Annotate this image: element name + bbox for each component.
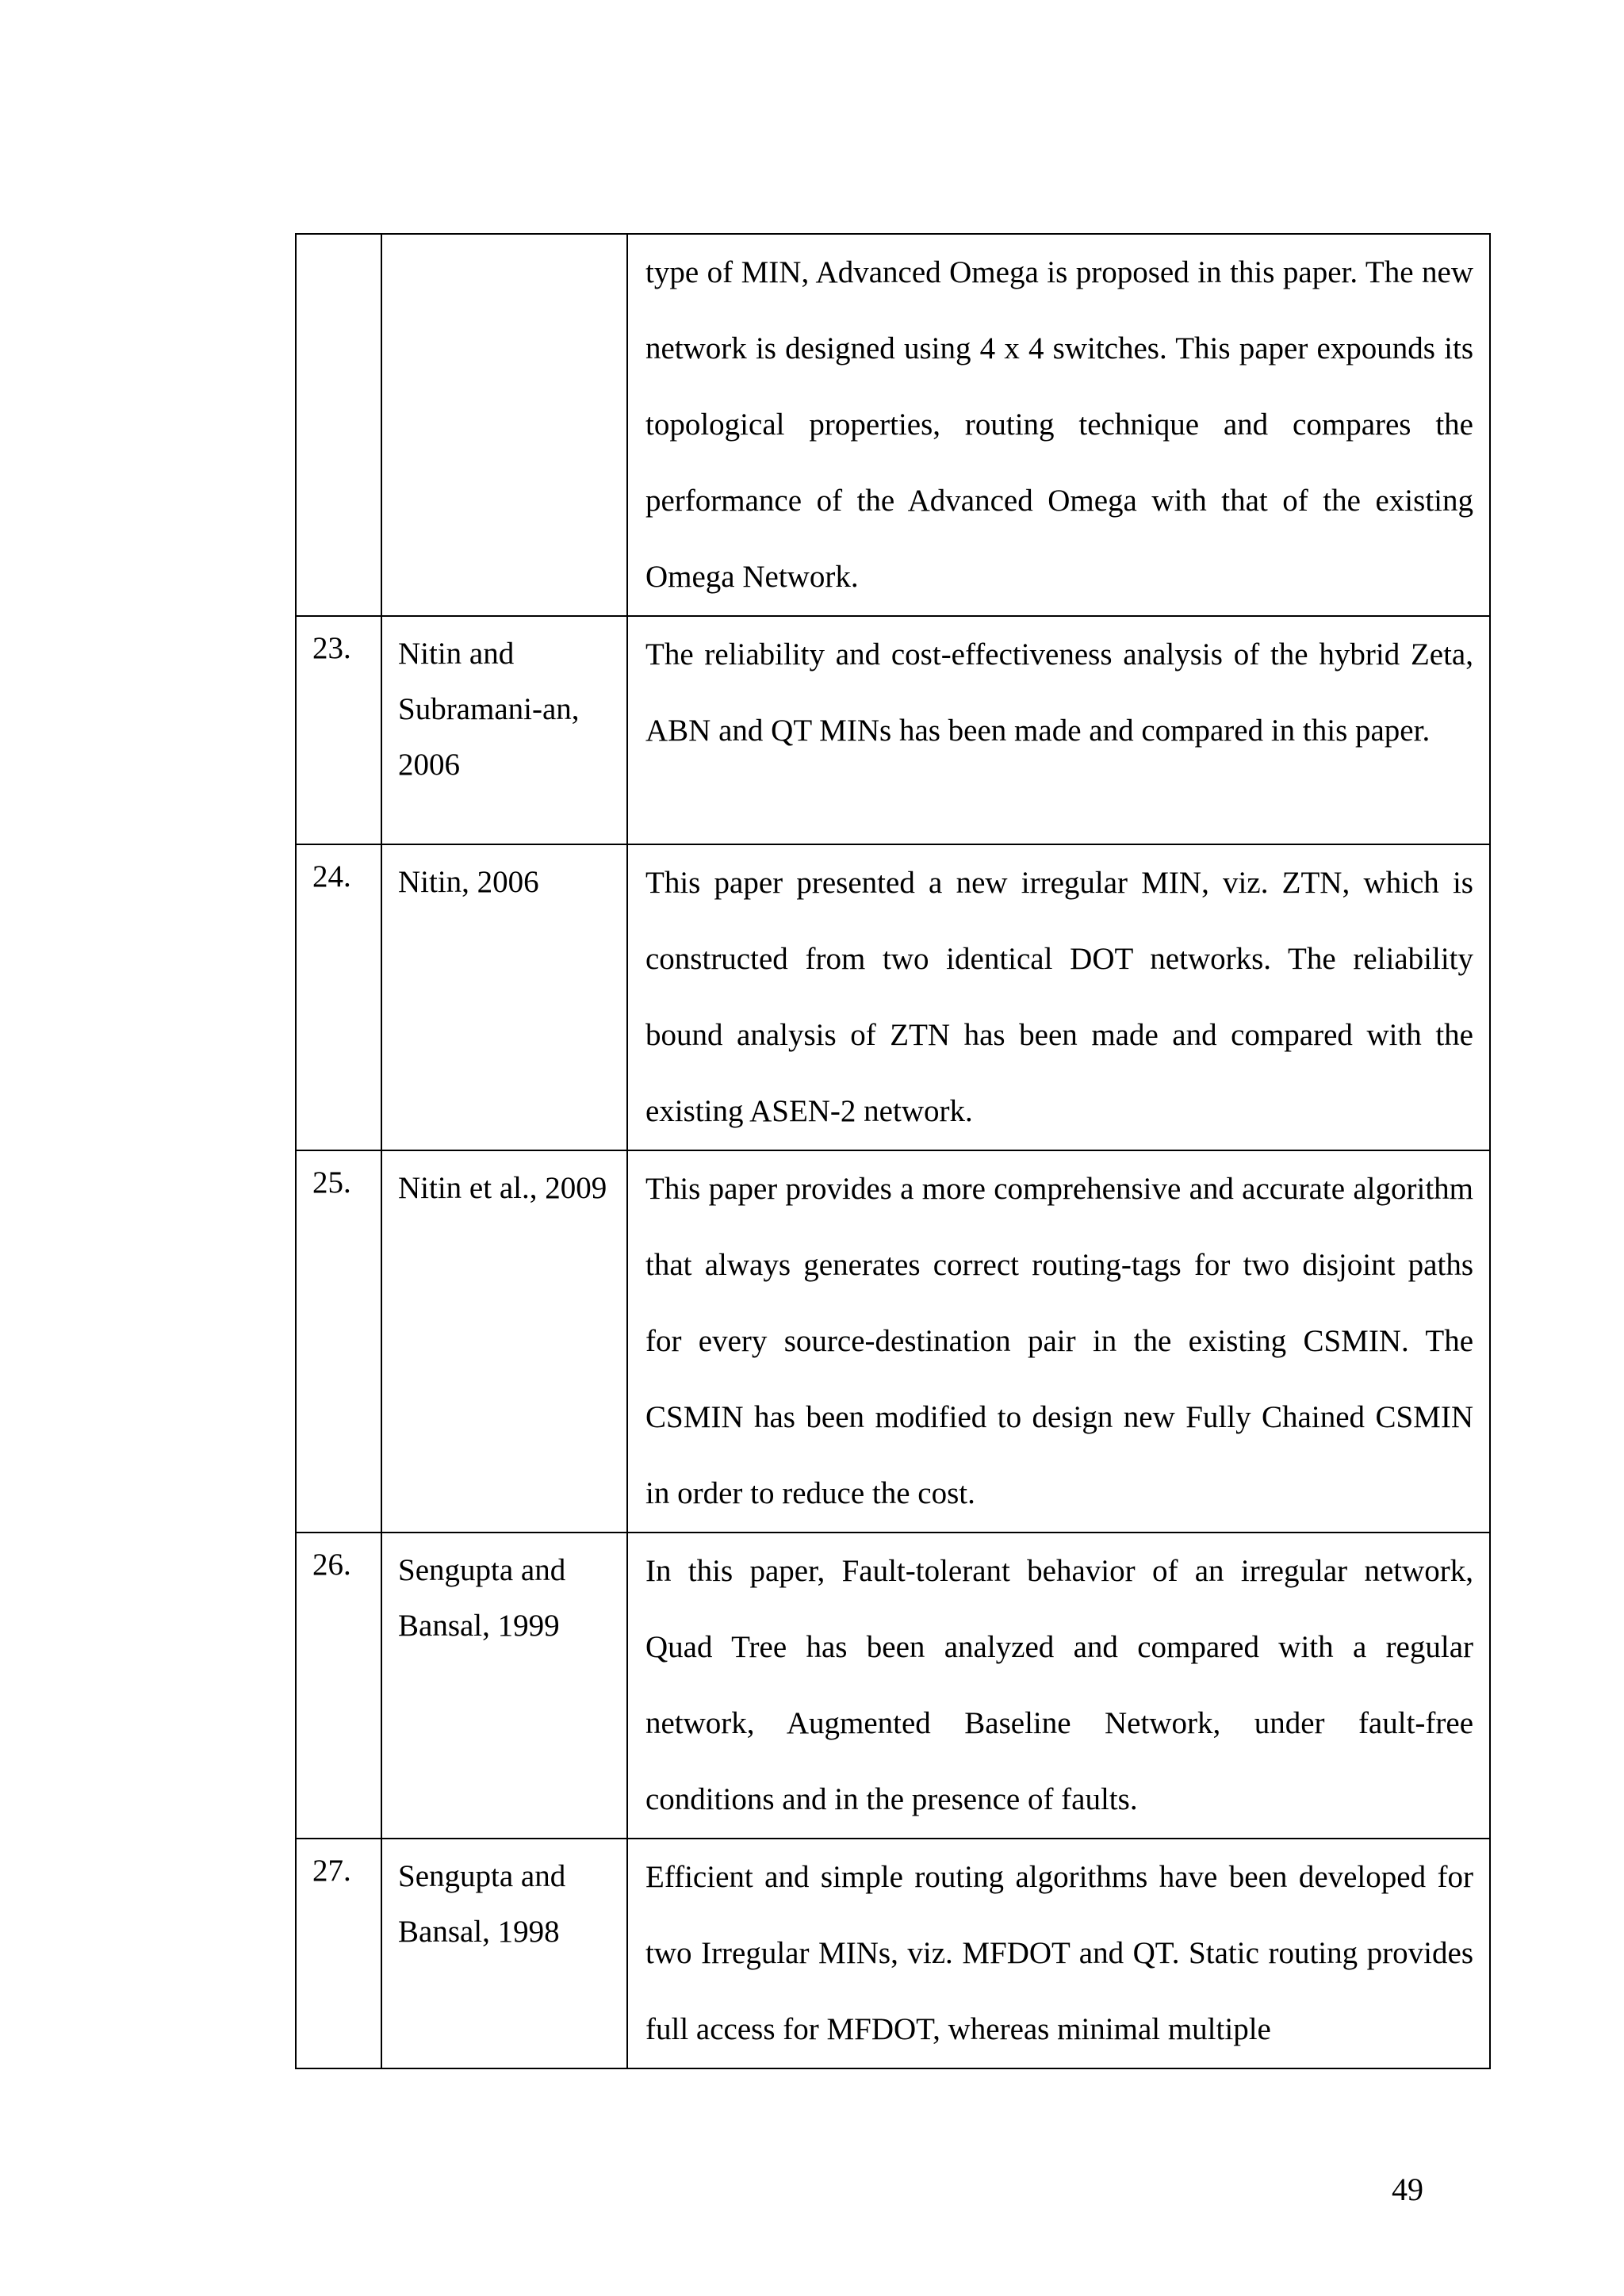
literature-table bbox=[295, 233, 1491, 2069]
serial-number-cell bbox=[296, 234, 381, 616]
description-cell: Efficient and simple routing algorithms have been developed for two Irregular MINs, viz. MFDOT and QT. Static routing provides full access for MFDOT, whereas minimal multiple bbox=[627, 1839, 1490, 2068]
author-cell: Nitin et al., 2009 bbox=[381, 1150, 627, 1533]
description-cell: This paper presented a new irregular MIN, viz. ZTN, which is constructed from two identical DOT networks. The reliability bound analysis of ZTN has been made and compared with the existing ASEN-2 network. bbox=[627, 844, 1490, 1150]
author-cell: Sengupta and Bansal, 1999 bbox=[381, 1533, 627, 1839]
serial-number-cell: 26. bbox=[296, 1533, 381, 1839]
description-cell: The reliability and cost-effectiveness analysis of the hybrid Zeta, ABN and QT MINs has been made and compared in this paper. bbox=[627, 616, 1490, 844]
serial-number-cell: 25. bbox=[296, 1150, 381, 1533]
author-cell: Nitin, 2006 bbox=[381, 844, 627, 1150]
table-row bbox=[296, 1533, 1490, 1839]
page-number: 49 bbox=[1392, 2172, 1423, 2207]
serial-number-cell: 24. bbox=[296, 844, 381, 1150]
author-cell: Sengupta and Bansal, 1998 bbox=[381, 1839, 627, 2068]
author-cell bbox=[381, 234, 627, 616]
author-cell: Nitin and Subramani-an, 2006 bbox=[381, 616, 627, 844]
table-row bbox=[296, 1150, 1490, 1533]
table-row bbox=[296, 1839, 1490, 2068]
table-row bbox=[296, 234, 1490, 616]
description-cell: This paper provides a more comprehensive and accurate algorithm that always generates correct routing-tags for two disjoint paths for every source-destination pair in the existing CSMIN. The CSMIN has been modified to design new Fully Chained CSMIN in order to reduce the cost. bbox=[627, 1150, 1490, 1533]
description-cell: In this paper, Fault-tolerant behavior of an irregular network, Quad Tree has been analyzed and compared with a regular network, Augmented Baseline Network, under fault-free conditions and in the presence of faults. bbox=[627, 1533, 1490, 1839]
serial-number-cell: 27. bbox=[296, 1839, 381, 2068]
table-row bbox=[296, 616, 1490, 844]
table-row bbox=[296, 844, 1490, 1150]
serial-number-cell: 23. bbox=[296, 616, 381, 844]
description-cell: type of MIN, Advanced Omega is proposed in this paper. The new network is designed using 4 x 4 switches. This paper expounds its topological properties, routing technique and compares the performance of the Advanced Omega with that of the existing Omega Network. bbox=[627, 234, 1490, 616]
